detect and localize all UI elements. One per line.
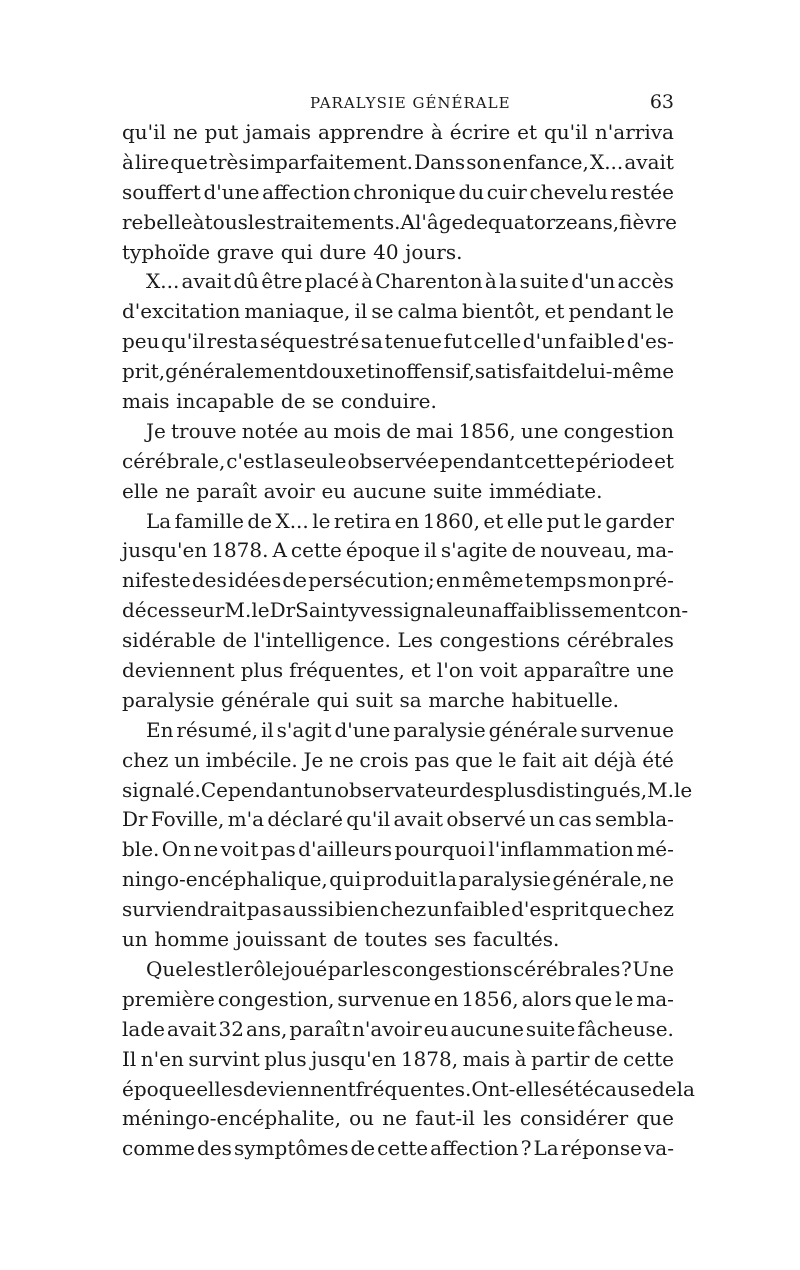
text-line: paralysie générale qui suit sa marche habituelle. <box>122 687 620 712</box>
text-line: qu'il ne put jamais apprendre à écrire et qu'il n'arriva <box>122 120 674 144</box>
text-line: lade avait 32 ans, paraît n'avoir eu aucune suite fâcheuse. <box>122 1016 674 1041</box>
text-line: Dr Foville, m'a déclaré qu'il avait observé un cas sembla- <box>122 807 674 832</box>
text-line: ble. On ne voit pas d'ailleurs pourquoi l'inflammation mé- <box>122 837 674 862</box>
text-line: typhoïde grave qui dure 40 jours. <box>122 239 463 264</box>
page-number: 63 <box>649 91 674 113</box>
body-text <box>122 118 695 1164</box>
text-line: Je trouve notée au mois de mai 1856, une congestion <box>146 418 674 443</box>
text-line: mais incapable de se conduire. <box>122 389 437 414</box>
text-line: elle ne paraît avoir eu aucune suite immédiate. <box>122 478 603 503</box>
running-header <box>122 91 674 118</box>
text-line: cérébrale, c'est la seule observée pendant cette période et <box>122 448 674 473</box>
text-line: Quel est le rôle joué par les congestions cérébrales ? Une <box>146 956 674 981</box>
text-line: d'excitation maniaque, il se calma bientôt, et pendant le <box>122 299 674 324</box>
text-line: ningo-encéphalique, qui produit la paralysie générale, ne <box>122 867 674 892</box>
text-line: jusqu'en 1878. A cette époque il s'agite de nouveau, ma- <box>122 538 674 563</box>
text-line: à lire que très imparfaitement. Dans son enfance, X... avait <box>122 149 674 174</box>
text-line: souffert d'une affection chronique du cuir chevelu restée <box>122 179 674 204</box>
text-line: décesseur M. le Dr Saintyves signale un affaiblissement con- <box>122 598 689 623</box>
text-line: X... avait dû être placé à Charenton à la suite d'un accès <box>146 269 674 294</box>
running-title: PARALYSIE GÉNÉRALE <box>310 94 511 112</box>
text-line: comme des symptômes de cette affection ? La réponse va- <box>122 1136 674 1161</box>
text-line: un homme jouissant de toutes ses facultés. <box>122 927 560 952</box>
text-line: peu qu'il resta séquestré sa tenue fut celle d'un faible d'es- <box>122 329 674 354</box>
text-line: Il n'en survint plus jusqu'en 1878, mais à partir de cette <box>122 1046 674 1071</box>
text-line: signalé. Cependant un observateur des plus distingués, M. le <box>122 777 693 802</box>
text-line: rebelle à tous les traitements. A l'âge de quatorze ans, fièvre <box>122 209 677 234</box>
text-line: prit, généralement doux et inoffensif, satisfait de lui-même <box>122 359 675 384</box>
text-line: méningo-encéphalite, ou ne faut-il les considérer que <box>122 1106 674 1131</box>
text-line: époque elles deviennent fréquentes. Ont-elles été cause de la <box>122 1076 695 1101</box>
text-line: deviennent plus fréquentes, et l'on voit apparaître une <box>122 658 674 683</box>
text-line: chez un imbécile. Je ne crois pas que le fait ait déjà été <box>122 747 674 772</box>
text-line: En résumé, il s'agit d'une paralysie générale survenue <box>146 717 674 742</box>
text-line: surviendrait pas aussi bien chez un faible d'esprit que chez <box>122 897 674 922</box>
text-line: La famille de X... le retira en 1860, et elle put le garder <box>146 508 674 533</box>
text-line: première congestion, survenue en 1856, alors que le ma- <box>122 986 674 1011</box>
text-line: sidérable de l'intelligence. Les congestions cérébrales <box>122 628 674 653</box>
text-line: nifeste des idées de persécution; en même temps mon pré- <box>122 568 674 593</box>
